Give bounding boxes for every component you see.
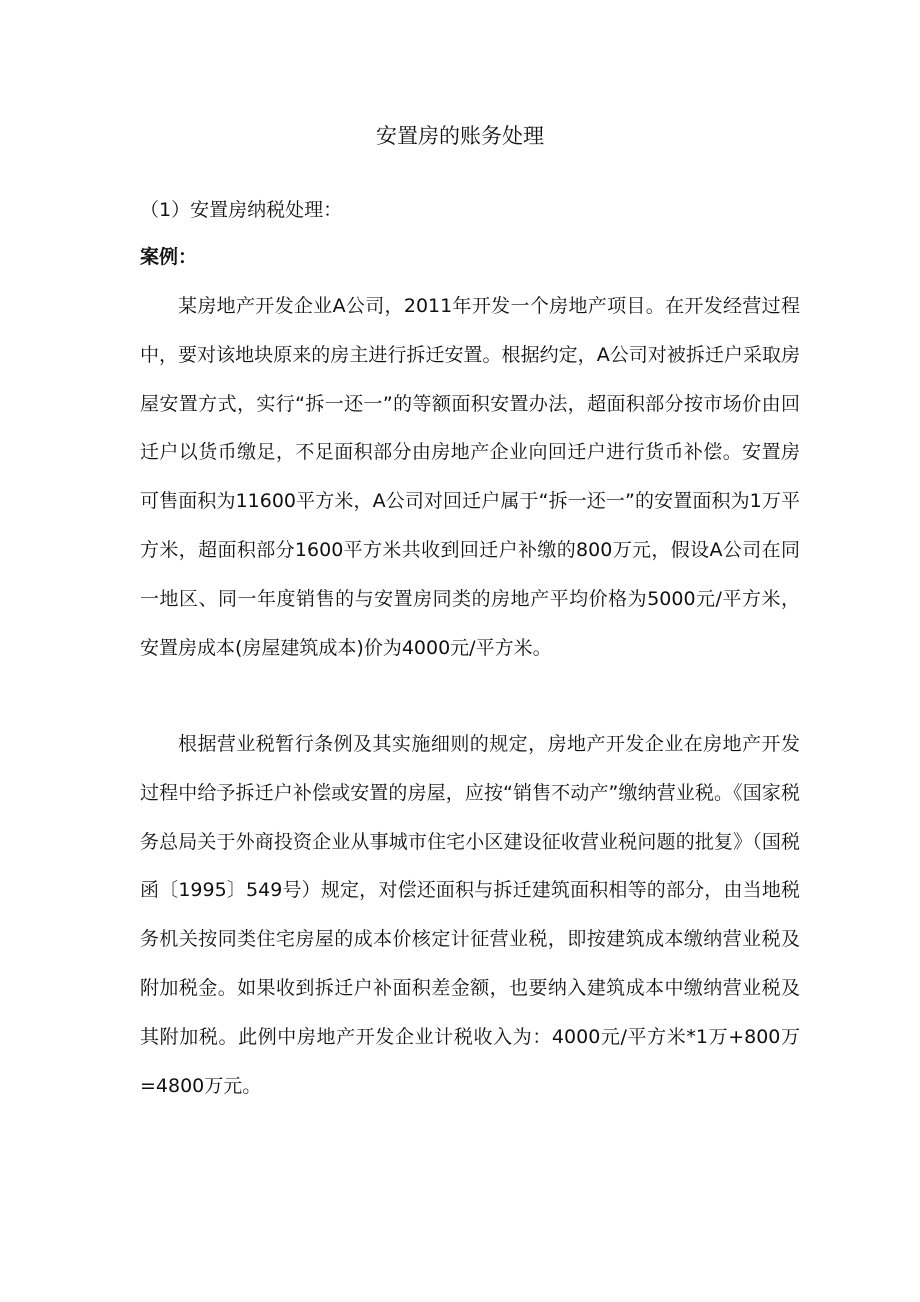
paragraph-case-description: 某房地产开发企业A公司，2011年开发一个房地产项目。在开发经营过程中，要对该地块原来的房主进行拆迁安置。根据约定，A公司对被拆迁户采取房屋安置方式，实行“拆一还一”的等额面积安置办法，超面积部分按市场价由回迁户以货币缴足，不足面积部分由房地产企业向回迁户进行货币补偿。安置房可售面积为11600平方米，A公司对回迁户属于“拆一还一”的安置面积为1万平方米，超面积部分1600平方米共收到回迁户补缴的800万元，假设A公司在同一地区、同一年度销售的与安置房同类的房地产平均价格为5000元/平方米，安置房成本(房屋建筑成本)价为4000元/平方米。 <box>140 295 800 659</box>
paragraph-tax-regulation: 根据营业税暂行条例及其实施细则的规定，房地产开发企业在房地产开发过程中给予拆迁户补偿或安置的房屋，应按“销售不动产”缴纳营业税。《国家税务总局关于外商投资企业从事城市住宅小区建设征收营业税问题的批复》（国税函〔1995〕549号）规定，对偿还面积与拆迁建筑面积相等的部分，由当地税务机关按同类住宅房屋的成本价核定计征营业税，即按建筑成本缴纳营业税及附加税金。如果收到拆迁户补面积差金额，也要纳入建筑成本中缴纳营业税及其附加税。此例中房地产开发企业计税收入为：4000元/平方米*1万+800万=4800万元。 <box>140 733 800 1097</box>
document-title: 安置房的账务处理 <box>376 124 544 148</box>
case-label: 案例： <box>140 246 198 268</box>
section-heading: （1）安置房纳税处理： <box>140 199 343 221</box>
